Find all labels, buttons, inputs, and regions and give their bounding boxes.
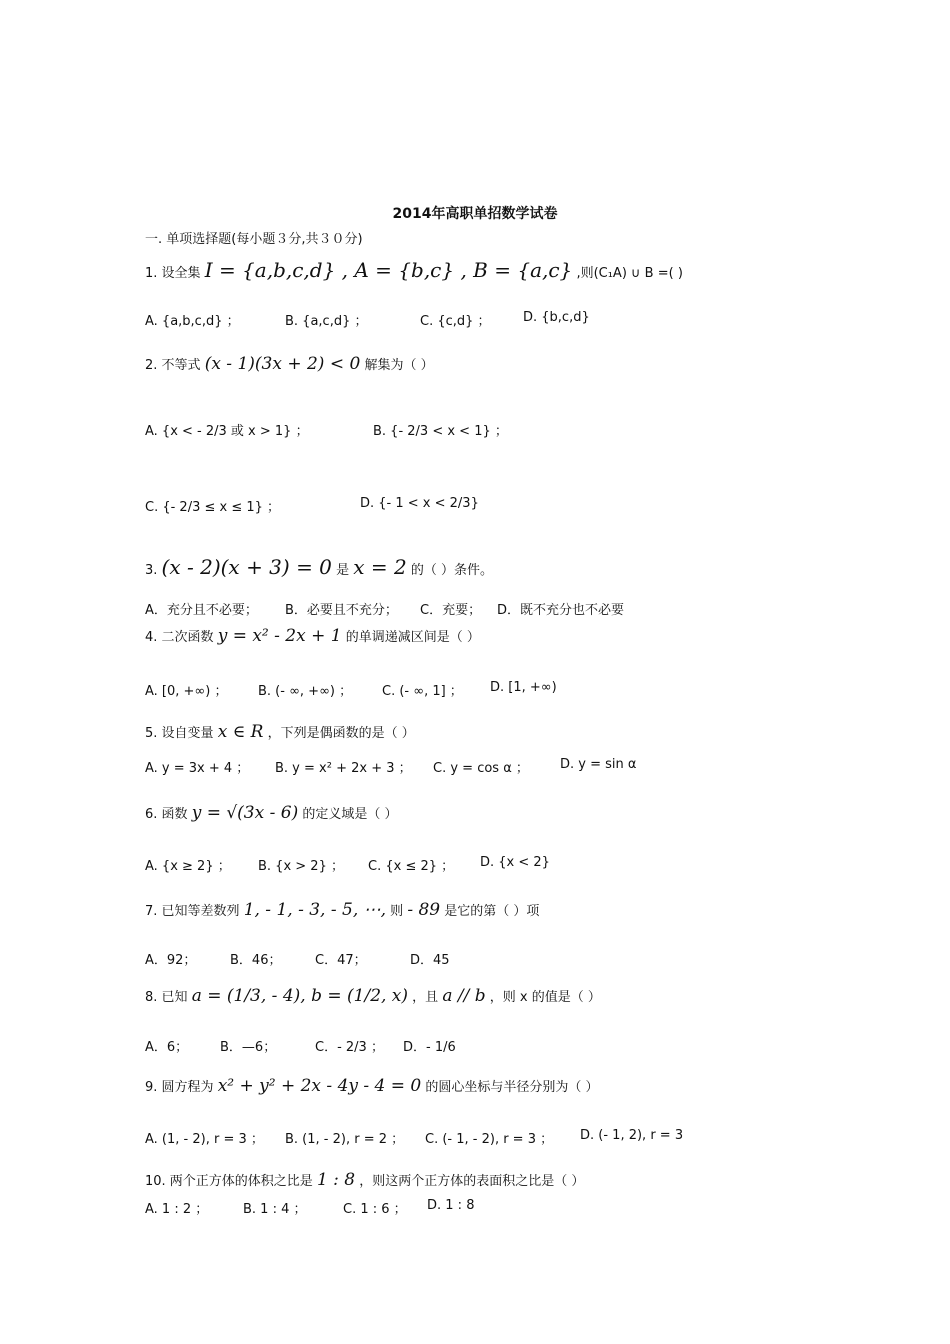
q10-option-b: B. 1 : 4 ； [243,1202,307,1217]
q9-option-b: B. (1, - 2), r = 2 ； [285,1132,405,1147]
q1-math: I = {a,b,c,d} , A = {b,c} , B = {a,c} [204,258,573,282]
q4-stem-post: 的单调递减区间是（ ） [345,630,480,645]
q2-option-d: D. {- 1 < x < 2/3} [360,496,479,511]
q8-math-2: a // b [442,986,486,1006]
q8-option-b: B．—6； [220,1040,277,1055]
q3-stem-mid: 是 [336,563,350,578]
q9-option-c: C. (- 1, - 2), r = 3 ； [425,1132,554,1147]
q9-math: x² + y² + 2x - 4y - 4 = 0 [217,1076,422,1096]
q6-stem-pre: 6. 函数 [145,807,188,822]
q4-stem-pre: 4. 二次函数 [145,630,214,645]
q3-option-c: C．充要； [420,603,482,618]
q7-stem-pre: 7. 已知等差数列 [145,904,240,919]
q2-option-c: C. {- 2/3 ≤ x ≤ 1} ； [145,500,281,515]
question-3 [145,555,493,579]
q10-option-d: D. 1 : 8 [427,1198,475,1213]
q8-math: a = (1/3, - 4), b = (1/2, x) [191,986,409,1006]
q5-math: x ∈ R [217,722,264,742]
q7-stem-post: 是它的第（ ）项 [444,904,540,919]
q8-stem-mid: ，且 [412,990,439,1005]
q6-option-b: B. {x > 2} ； [258,859,344,874]
q2-stem-pre: 2. 不等式 [145,358,201,373]
q10-stem-pre: 10. 两个正方体的体积之比是 [145,1174,313,1189]
q8-option-d: D．- 1/6 [403,1040,456,1055]
q7-math: 1, - 1, - 3, - 5, ⋯, [243,900,387,920]
q3-option-d: D．既不充分也不必要 [497,603,625,618]
q9-option-d: D. (- 1, 2), r = 3 [580,1128,684,1143]
q10-option-a: A. 1 : 2 ； [145,1202,209,1217]
q5-option-b: B. y = x² + 2x + 3 ； [275,761,412,776]
q7-option-d: D．45 [410,953,450,968]
q8-stem-pre: 8. 已知 [145,990,188,1005]
question-10 [145,1170,584,1190]
q3-math: (x - 2)(x + 3) = 0 [161,555,332,579]
q2-math: (x - 1)(3x + 2) < 0 [204,354,361,374]
q4-option-d: D. [1, +∞) [490,680,557,695]
q10-math: 1 : 8 [316,1170,356,1190]
q1-stem-post: ,则(C₁A) ∪ B =( ) [576,266,683,281]
q4-math: y = x² - 2x + 1 [217,626,342,646]
q4-option-a: A. [0, +∞) ； [145,684,228,699]
q4-option-b: B. (- ∞, +∞) ； [258,684,353,699]
q9-option-a: A. (1, - 2), r = 3 ； [145,1132,264,1147]
q6-stem-post: 的定义域是（ ） [302,807,398,822]
question-5 [145,722,415,742]
q5-stem-post: ，下列是偶函数的是（ ） [267,726,415,741]
q5-stem-pre: 5. 设自变量 [145,726,214,741]
section-heading: 一. 单项选择题(每小题３分,共３０分) [145,232,363,247]
question-2 [145,354,434,374]
question-4 [145,626,480,646]
q3-option-b: B．必要且不充分； [285,603,398,618]
q2-option-b: B. {- 2/3 < x < 1} ； [373,424,508,439]
q7-option-b: B．46； [230,953,282,968]
q2-stem-post: 解集为（ ） [364,358,434,373]
exam-title: 2014年高职单招数学试卷 [392,206,558,222]
q8-stem-post: ，则 x 的值是（ ） [489,990,601,1005]
q1-option-c: C. {c,d} ； [420,314,491,329]
q3-stem-post: 的（ ）条件。 [410,563,493,578]
q1-option-d: D. {b,c,d} [523,310,590,325]
q7-option-c: C．47； [315,953,367,968]
question-9 [145,1076,599,1096]
q10-stem-post: ，则这两个正方体的表面积之比是（ ） [359,1174,585,1189]
q6-option-a: A. {x ≥ 2} ； [145,859,231,874]
q6-math: y = √(3x - 6) [191,803,299,823]
question-7 [145,900,539,920]
q6-option-d: D. {x < 2} [480,855,550,870]
q9-stem-post: 的圆心坐标与半径分别为（ ） [425,1080,599,1095]
q7-math-2: - 89 [407,900,441,920]
q1-stem-pre: 1. 设全集 [145,266,201,281]
q1-option-a: A. {a,b,c,d} ； [145,314,240,329]
question-1 [145,258,683,282]
q4-option-c: C. (- ∞, 1] ； [382,684,463,699]
q2-option-a: A. {x < - 2/3 或 x > 1} ； [145,424,309,439]
q7-stem-mid: 则 [390,904,404,919]
question-6 [145,803,398,823]
q6-option-c: C. {x ≤ 2} ； [368,859,455,874]
q7-option-a: A．92； [145,953,197,968]
q1-option-b: B. {a,c,d} ； [285,314,368,329]
q5-option-a: A. y = 3x + 4 ； [145,761,250,776]
q8-option-a: A．6； [145,1040,189,1055]
q3-option-a: A．充分且不必要； [145,603,258,618]
q5-option-d: D. y = sin α [560,757,637,772]
question-8 [145,986,601,1006]
q9-stem-pre: 9. 圆方程为 [145,1080,214,1095]
q3-stem-pre: 3. [145,563,158,578]
q3-math-2: x = 2 [353,555,407,579]
q5-option-c: C. y = cos α ； [433,761,529,776]
q10-option-c: C. 1 : 6 ； [343,1202,407,1217]
q8-option-c: C．- 2/3 ； [315,1040,384,1055]
